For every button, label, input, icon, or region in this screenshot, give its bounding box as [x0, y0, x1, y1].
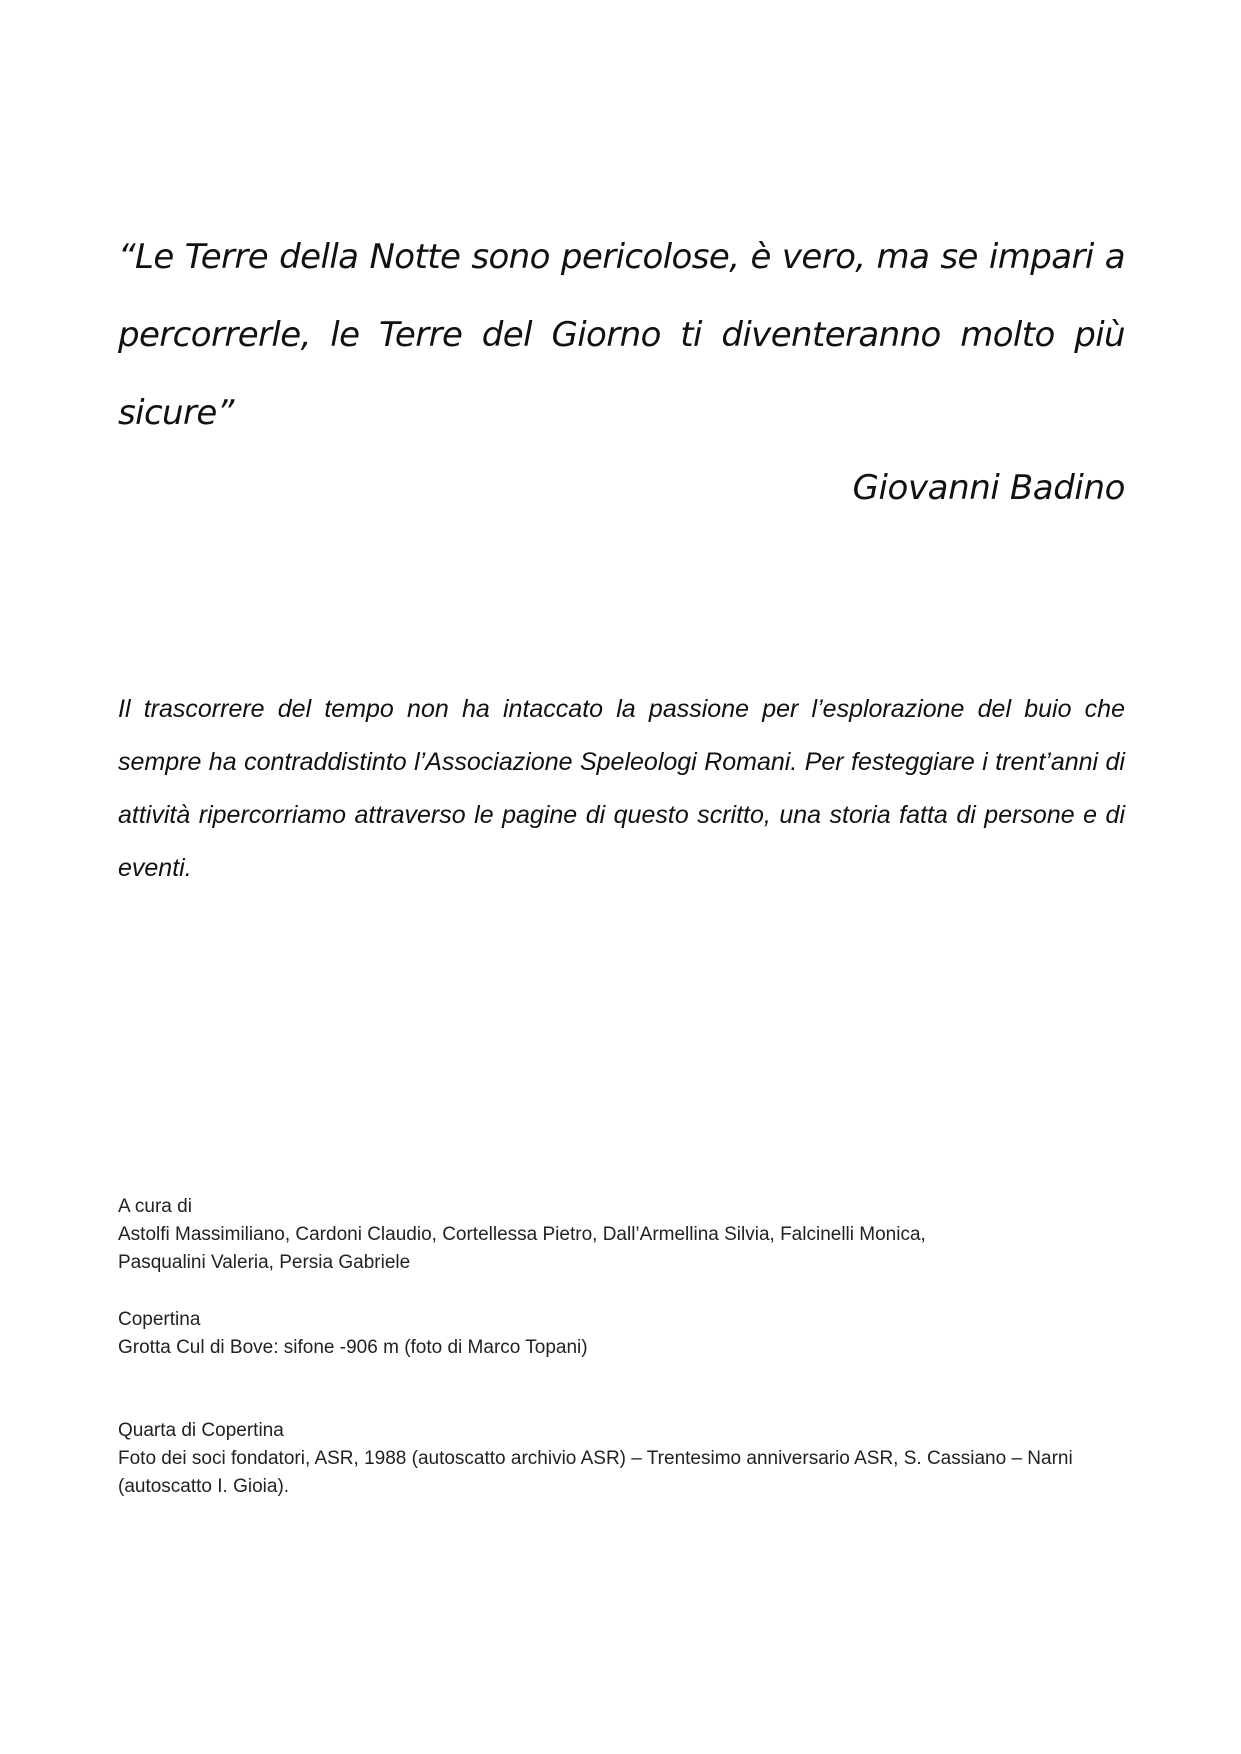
cover-section	[118, 1306, 1128, 1362]
editors-names-line2: Pasqualini Valeria, Persia Gabriele	[118, 1252, 411, 1273]
editors-label: A cura di	[118, 1196, 192, 1217]
back-cover-label: Quarta di Copertina	[118, 1420, 284, 1441]
editors-names-line1: Astolfi Massimiliano, Cardoni Claudio, Cortellessa Pietro, Dall’Armellina Silvia, Falcinelli Monica,	[118, 1224, 926, 1245]
cover-label: Copertina	[118, 1309, 201, 1330]
back-cover-section	[118, 1417, 1128, 1501]
back-cover-caption: Foto dei soci fondatori, ASR, 1988 (autoscatto archivio ASR) – Trentesimo anniversario ASR, S. Cassiano – Narni (autoscatto I. Gioia).	[118, 1448, 1073, 1497]
epigraph-author: Giovanni Badino	[852, 468, 1125, 508]
editors-section	[118, 1193, 1128, 1277]
epigraph-quote: “Le Terre della Notte sono pericolose, è vero, ma se impari a percorrerle, le Terre del Giorno ti diventeranno molto più sicure”	[118, 237, 1125, 433]
cover-caption: Grotta Cul di Bove: sifone -906 m (foto di Marco Topani)	[118, 1337, 588, 1358]
intro-paragraph: Il trascorrere del tempo non ha intaccato la passione per l’esplorazione del buio che sempre ha contraddistinto l’Associazione Speleologi Romani. Per festeggiare i trent’anni di attività ripercorriamo attraverso le pagine di questo scritto, una storia fatta di persone e di eventi.	[118, 695, 1125, 882]
